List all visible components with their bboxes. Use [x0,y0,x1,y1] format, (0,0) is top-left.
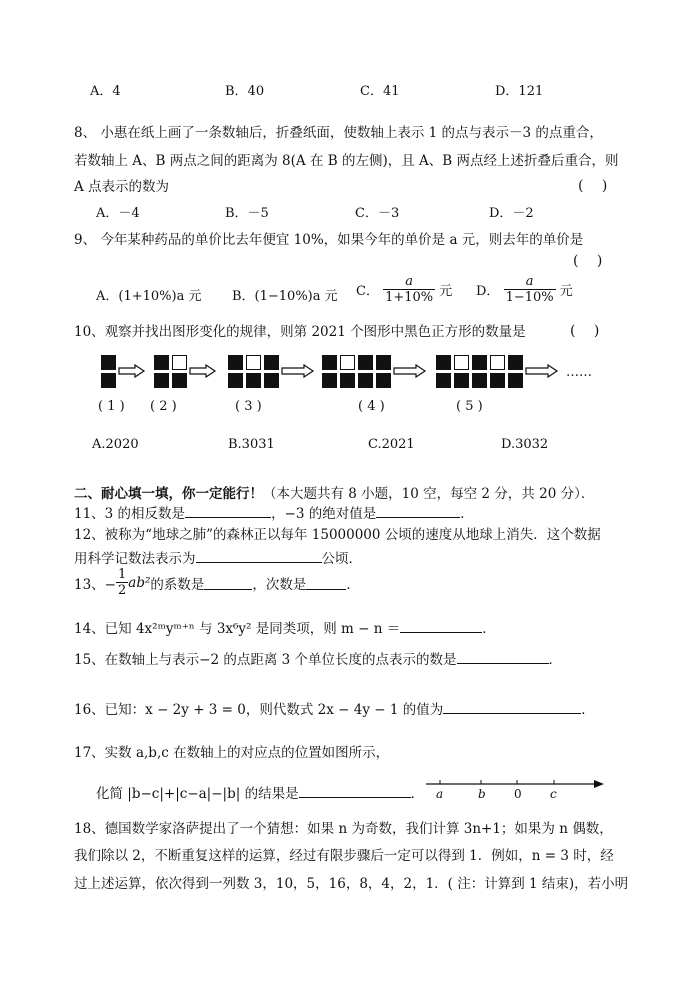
fig5-square-black [472,355,487,370]
fig4-square-black [376,355,391,370]
q10-option-b: B.3031 [228,437,275,452]
number-line-label-c: c [550,787,557,801]
q14-blank[interactable] [400,618,482,633]
q9-option-c-numerator: a [405,274,413,289]
q10-answer-paren: ( ) [570,323,600,339]
section2-heading [74,482,594,502]
fig2-square-black [154,355,169,370]
q9-option-d-unit: 元 [559,284,573,299]
q8-option-d: D．－2 [489,206,534,221]
fig3-square-white [246,355,261,370]
q10-option-c: C.2021 [368,437,415,452]
figure-label-5: ( 5 ) [456,399,483,414]
q12-line1: 12、被称为“地球之肺”的森林正以每年 15000000 公顷的速度从地球上消失．这个数据 [74,527,601,543]
q7-option-c: C．41 [360,84,400,99]
q16-text: 16、已知：x − 2y + 3 = 0，则代数式 2x − 4y − 1 的值为 [74,702,444,718]
q18-line2: 我们除以 2，不断重复这样的运算，经过有限步骤后一定可以得到 1．例如，n = 3 时，经 [74,848,614,864]
fig5-square-black [508,355,523,370]
q8-option-c: C．－3 [355,206,400,221]
q15-end: ． [548,652,563,668]
fig4-square-white [340,355,355,370]
fig4-square-black [322,355,337,370]
q9-option-d-label: D． [476,284,500,299]
q16-end: ． [581,702,595,718]
fig4-square-black [340,373,355,388]
q12-blank[interactable] [196,548,322,563]
q10-figure-sequence [0,0,696,420]
q16 [74,698,595,718]
q13-end: ． [346,576,360,593]
fig5-square-white [490,355,505,370]
fig5-square-black [472,373,487,388]
figure-label-4: ( 4 ) [358,399,385,414]
fig5-square-black [490,373,505,388]
q9-option-c-denominator: 1+10% [385,290,434,305]
q7-option-b: B．40 [225,84,265,99]
fig3-square-black [228,373,243,388]
fig4-square-black [358,355,373,370]
q9-option-c-unit: 元 [439,284,453,299]
q15-text: 15、在数轴上与表示−2 的点距离 3 个单位长度的点表示的数是 [74,652,457,668]
fig1-square-black [101,355,116,370]
q17-line2 [96,782,424,802]
fig1-square-black [101,373,116,388]
q8-line1: 8、 小惠在纸上画了一条数轴后，折叠纸面，使数轴上表示 1 的点与表示－3 的点重合， [74,125,603,141]
fig3-square-black [228,355,243,370]
q10-option-a: A.2020 [92,437,139,452]
q11 [74,502,474,522]
arrow-icon [281,364,315,378]
q13-blank-1[interactable] [204,575,252,590]
q11-blank-1[interactable] [185,503,271,518]
fig4-square-black [376,373,391,388]
figure-label-3: ( 3 ) [235,399,262,414]
fig5-square-black [436,355,451,370]
q16-blank[interactable] [443,699,581,714]
fig4-square-black [322,373,337,388]
q13-prefix: 13、− [74,576,116,593]
q8-answer-paren: ( ) [578,178,608,194]
q7-option-a: A．4 [90,84,121,99]
number-line-label-b: b [478,787,486,801]
q8-line2: 若数轴上 A、B 两点之间的距离为 8(A 在 B 的左侧)，且 A、B 两点经上述折叠后重合，则 [74,153,619,169]
q10-line1: 10、观察并找出图形变化的规律，则第 2021 个图形中黑色正方形的数量是 [74,324,526,340]
fig5-square-black [508,373,523,388]
q11-blank-2[interactable] [376,503,460,518]
q17-line2-text: 化简 |b−c|+|c−a|−|b| 的结果是 [96,786,299,802]
q8-option-a: A．－4 [96,206,140,221]
sequence-ellipsis: …… [566,365,592,380]
q7-option-d: D．121 [495,84,544,99]
fig2-square-black [172,373,187,388]
q13-part-b: ，次数是 [252,576,307,593]
q9-option-d-numerator: a [525,274,534,289]
q10-option-d: D.3032 [501,437,549,452]
q13 [74,567,360,598]
q8-option-b: B．－5 [225,206,269,221]
arrow-icon [525,364,559,378]
q13-half-numerator: 1 [118,567,127,582]
arrow-icon [393,364,427,378]
fig5-square-black [454,373,469,388]
q14-text: 14、已知 4x²ᵐyᵐ⁺ⁿ 与 3x⁶y² 是同类项，则 m − n ＝ [74,621,401,637]
q9-option-c-label: C． [356,284,379,299]
q14-end: ． [482,621,496,637]
q12-line2-suffix: 公顷． [321,551,362,567]
fig3-square-black [246,373,261,388]
q17-end: ． [410,786,425,802]
fig2-square-black [154,373,169,388]
q9-option-d-denominator: 1−10% [505,290,554,305]
q12-line2-prefix: 用科学记数法表示为 [74,551,196,567]
figure-label-2: ( 2 ) [150,399,177,414]
section2-title: 二、耐心填一填，你一定能行！ [74,486,263,502]
q13-half-fraction [116,567,128,598]
q11-part-b: ，−3 的绝对值是 [271,506,377,522]
q18-line1: 18、德国数学家洛萨提出了一个猜想：如果 n 为奇数，我们计算 3n+1；如果为 n 偶数， [74,821,613,837]
q13-part-a: 的系数是 [150,576,205,593]
q15 [74,648,562,668]
section2-note: （本大题共有 8 小题，10 空，每空 2 分，共 20 分）． [263,486,595,502]
q18-line3: 过上述运算，依次得到一列数 3，10，5，16，8，4，2，1．( 注：计算到 1 结束)，若小明 [74,876,629,892]
q11-end: ． [460,506,474,522]
q9-answer-paren: ( ) [573,253,603,269]
q11-part-a: 11、3 的相反数是 [74,506,186,522]
fig5-square-white [454,355,469,370]
q13-blank-2[interactable] [306,575,346,590]
q9-line1: 9、 今年某种药品的单价比去年便宜 10%，如果今年的单价是 a 元，则去年的单价是 [74,232,584,248]
fig3-square-black [264,373,279,388]
q9-option-b: B．(1−10%)a 元 [232,289,338,304]
number-line-label-0: 0 [514,787,522,801]
q14 [74,617,496,637]
fig5-square-black [436,373,451,388]
fig4-square-black [358,373,373,388]
arrow-icon [118,364,146,378]
q15-blank[interactable] [457,649,549,664]
figure-label-1: ( 1 ) [98,399,125,414]
q17-line1: 17、实数 a,b,c 在数轴上的对应点的位置如图所示， [74,745,390,761]
fig3-square-black [264,355,279,370]
fig2-square-white [172,355,187,370]
q13-half-denominator: 2 [118,583,127,598]
number-line-label-a: a [436,787,444,801]
q9-option-a: A．(1+10%)a 元 [96,289,202,304]
q8-line3: A 点表示的数为 [74,179,170,195]
q17-blank[interactable] [299,783,411,798]
arrow-icon [189,364,217,378]
q12-line2 [74,547,362,567]
q13-term: ab² [128,574,151,591]
